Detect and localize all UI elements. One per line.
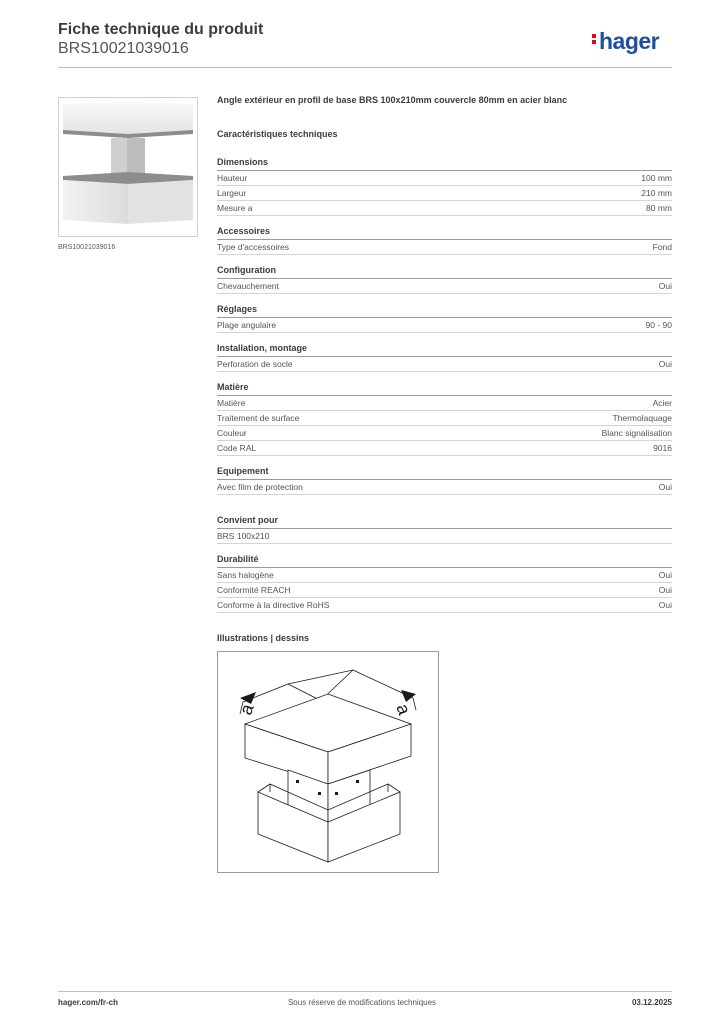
spec-value: 80 mm [646, 203, 672, 213]
section-configuration [217, 265, 672, 294]
spec-sheet [217, 95, 672, 623]
spec-label: Type d'accessoires [217, 242, 290, 252]
spec-value: Oui [658, 359, 672, 369]
spec-row [217, 396, 672, 411]
footer-website-link[interactable]: hager.com/fr-ch [58, 998, 119, 1007]
spec-label: Perforation de socle [217, 359, 293, 369]
spec-row [217, 240, 672, 255]
spec-value: 210 mm [641, 188, 672, 198]
spec-row [217, 426, 672, 441]
logo-dots-icon [592, 32, 597, 46]
footer-divider [58, 991, 672, 992]
spec-value: Oui [658, 585, 672, 595]
section-title: Matière [217, 382, 672, 396]
tech-characteristics-heading: Caractéristiques techniques [217, 129, 338, 139]
dimension-label-a-right: a [392, 701, 415, 718]
spec-label: Sans halogène [217, 570, 274, 580]
product-description: Angle extérieur en profil de base BRS 100x210mm couvercle 80mm en acier blanc [217, 95, 568, 105]
section-material [217, 382, 672, 456]
product-reference: BRS10021039016 [58, 40, 189, 57]
spec-row [217, 529, 672, 544]
section-title: Dimensions [217, 157, 672, 171]
product-photo-caption: BRS10021039016 [58, 244, 116, 251]
spec-row [217, 480, 672, 495]
logo-text: hager [599, 28, 660, 54]
spec-row [217, 411, 672, 426]
spec-row [217, 357, 672, 372]
spec-value: Oui [658, 281, 672, 291]
spec-value: 90 - 90 [645, 320, 672, 330]
footer-date: 03.12.2025 [631, 998, 672, 1007]
spec-label: Couleur [217, 428, 247, 438]
section-title: Convient pour [217, 515, 672, 529]
spec-value: Fond [652, 242, 672, 252]
spec-row [217, 441, 672, 456]
spec-label: Hauteur [217, 173, 248, 183]
spec-label: Mesure a [217, 203, 253, 213]
spec-row [217, 568, 672, 583]
section-title: Durabilité [217, 554, 672, 568]
section-accessories [217, 226, 672, 255]
section-durability [217, 554, 672, 613]
section-title: Installation, montage [217, 343, 672, 357]
spec-label: Matière [217, 398, 246, 408]
spec-value: Oui [658, 482, 672, 492]
section-title: Equipement [217, 466, 672, 480]
spec-row [217, 186, 672, 201]
spec-label: Traitement de surface [217, 413, 300, 423]
header-divider [58, 67, 672, 68]
spec-row [217, 171, 672, 186]
spec-row [217, 583, 672, 598]
footer-disclaimer: Sous réserve de modifications techniques [287, 998, 437, 1007]
spec-value: Thermolaquage [612, 413, 672, 423]
spec-value: Acier [652, 398, 672, 408]
product-photo-image [59, 98, 197, 236]
spec-label: Avec film de protection [217, 482, 303, 492]
dimension-label-a-left: a [235, 701, 258, 718]
product-photo [58, 97, 198, 237]
hager-logo[interactable] [592, 28, 659, 55]
spec-label: Chevauchement [217, 281, 279, 291]
technical-drawing-svg [218, 652, 438, 872]
spec-value: Blanc signalisation [601, 428, 672, 438]
spec-label: Largeur [217, 188, 247, 198]
section-settings [217, 304, 672, 333]
spec-value: Oui [658, 600, 672, 610]
spec-label: Conformité REACH [217, 585, 291, 595]
spec-value: 9016 [653, 443, 672, 453]
section-title: Réglages [217, 304, 672, 318]
technical-drawing [217, 651, 439, 873]
section-installation [217, 343, 672, 372]
spec-row [217, 598, 672, 613]
spec-row [217, 318, 672, 333]
spec-row [217, 201, 672, 216]
spec-row [217, 279, 672, 294]
spec-label: Conforme à la directive RoHS [217, 600, 330, 610]
illustrations-heading: Illustrations | dessins [217, 633, 310, 643]
spec-label: Plage angulaire [217, 320, 277, 330]
section-compatible-with [217, 515, 672, 544]
spec-value: Oui [658, 570, 672, 580]
spec-label: BRS 100x210 [217, 531, 270, 541]
section-title: Configuration [217, 265, 672, 279]
page-title: Fiche technique du produit [58, 21, 264, 38]
section-equipment [217, 466, 672, 495]
spec-value: 100 mm [641, 173, 672, 183]
section-dimensions [217, 157, 672, 216]
spec-label: Code RAL [217, 443, 257, 453]
section-title: Accessoires [217, 226, 672, 240]
